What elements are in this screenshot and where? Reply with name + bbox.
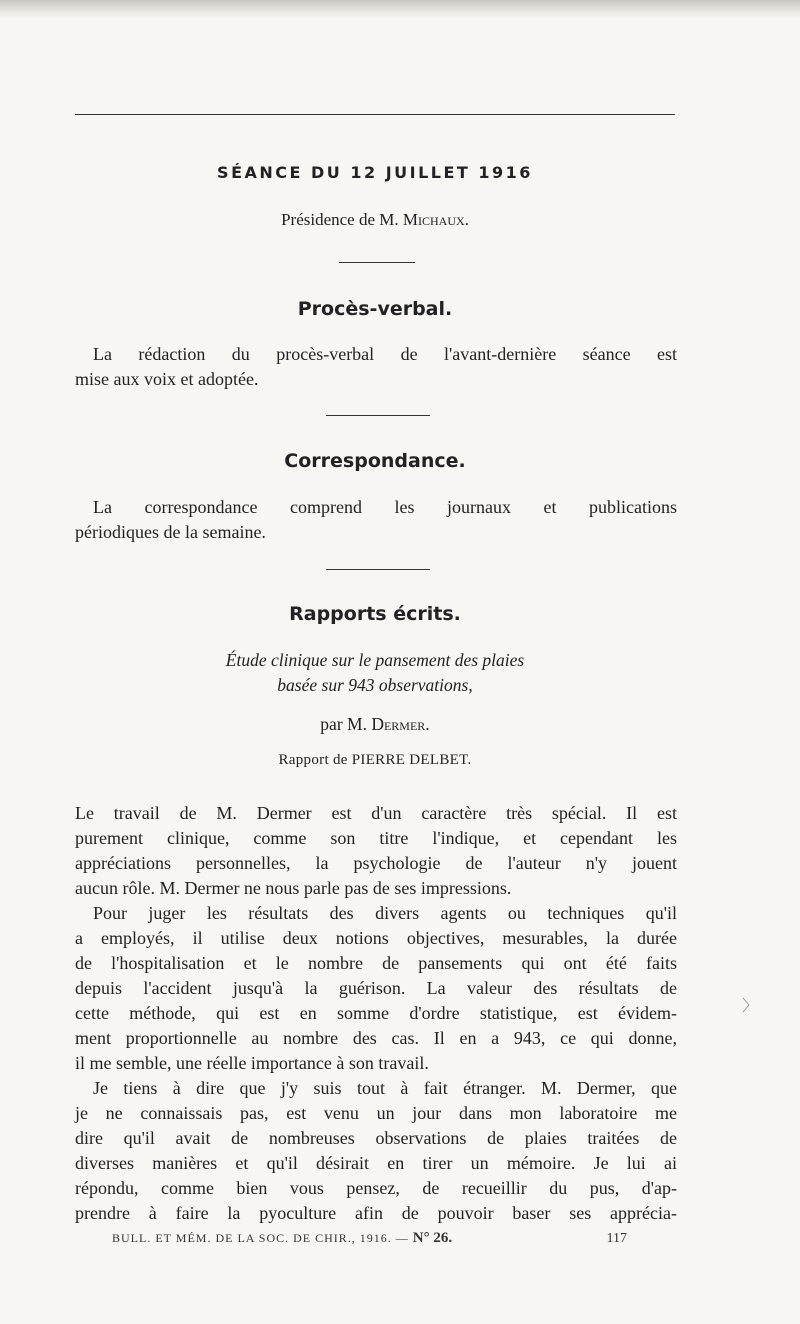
heading-proces-verbal: Procès-verbal. — [297, 298, 453, 320]
footer-journal-text: BULL. ET MÉM. DE LA SOC. DE CHIR., 1916. — — [112, 1231, 409, 1245]
text-line: je ne connaissais pas, est venu un jour dans mon laboratoire me — [75, 1103, 677, 1123]
text-line: appréciations personnelles, la psychologie de l'auteur n'y jouent — [75, 853, 677, 873]
page-number: 117 — [606, 1231, 627, 1246]
scan-edge — [0, 0, 800, 18]
text-line: La rédaction du procès-verbal de l'avant-dernière séance est — [93, 344, 677, 364]
text-line: aucun rôle. M. Dermer ne nous parle pas de ses impressions. — [75, 878, 512, 898]
section-divider — [339, 262, 415, 263]
footer-issue-number: N° 26. — [412, 1230, 453, 1246]
page-footer — [112, 1230, 627, 1247]
text-line: Je tiens à dire que j'y suis tout à fait étranger. M. Dermer, que — [93, 1078, 677, 1098]
text-line: Pour juger les résultats des divers agents ou techniques qu'il — [93, 903, 677, 923]
text-line: de l'hospitalisation et le nombre de pansements qui ont été faits — [75, 953, 677, 973]
section-divider — [326, 569, 430, 570]
correspondance-text — [75, 495, 677, 545]
article-title-line2: basée sur 943 observations, — [277, 675, 473, 695]
text-line: purement clinique, comme son titre l'indique, et cependant les — [75, 828, 677, 848]
top-rule — [75, 114, 675, 115]
text-line: Le travail de M. Dermer est d'un caractère très spécial. Il est — [75, 803, 677, 823]
proces-verbal-text — [75, 342, 677, 392]
rapport-by: Rapport de PIERRE DELBET. — [278, 752, 472, 768]
article-title-line1: Étude clinique sur le pansement des plaies — [225, 650, 525, 670]
margin-mark: 〉 — [742, 998, 759, 1015]
report-body — [75, 801, 677, 1226]
text-line: périodiques de la semaine. — [75, 522, 266, 542]
presidence-prefix: Présidence de M. — [281, 210, 403, 229]
heading-correspondance: Correspondance. — [284, 450, 466, 472]
author-prefix: par M. — [320, 714, 372, 734]
text-line: diverses manières et qu'il désirait en tirer un mémoire. Je lui ai — [75, 1153, 677, 1173]
heading-rapports-ecrits: Rapports écrits. — [289, 603, 461, 625]
section-divider — [326, 415, 430, 416]
text-line: depuis l'accident jusqu'à la guérison. La valeur des résultats de — [75, 978, 677, 998]
text-line: cette méthode, qui est en somme d'ordre statistique, est évidem- — [75, 1003, 677, 1023]
text-line: La correspondance comprend les journaux et publications — [93, 497, 677, 517]
author-name: Dermer. — [371, 714, 430, 734]
text-line: il me semble, une réelle importance à son travail. — [75, 1053, 429, 1073]
footer-journal — [112, 1230, 452, 1247]
text-line: ment proportionnelle au nombre des cas. Il en a 943, ce qui donne, — [75, 1028, 677, 1048]
presidence-line — [0, 210, 750, 230]
text-line: mise aux voix et adoptée. — [75, 369, 259, 389]
president-name: Michaux. — [402, 210, 469, 229]
session-title: SÉANCE DU 12 JUILLET 1916 — [217, 163, 533, 182]
text-line: dire qu'il avait de nombreuses observations de plaies traitées de — [75, 1128, 677, 1148]
author-line — [0, 714, 750, 735]
text-line: prendre à faire la pyoculture afin de pouvoir baser ses apprécia- — [75, 1203, 677, 1223]
text-line: a employés, il utilise deux notions objectives, mesurables, la durée — [75, 928, 677, 948]
text-line: répondu, comme bien vous pensez, de recueillir du pus, d'ap- — [75, 1178, 677, 1198]
